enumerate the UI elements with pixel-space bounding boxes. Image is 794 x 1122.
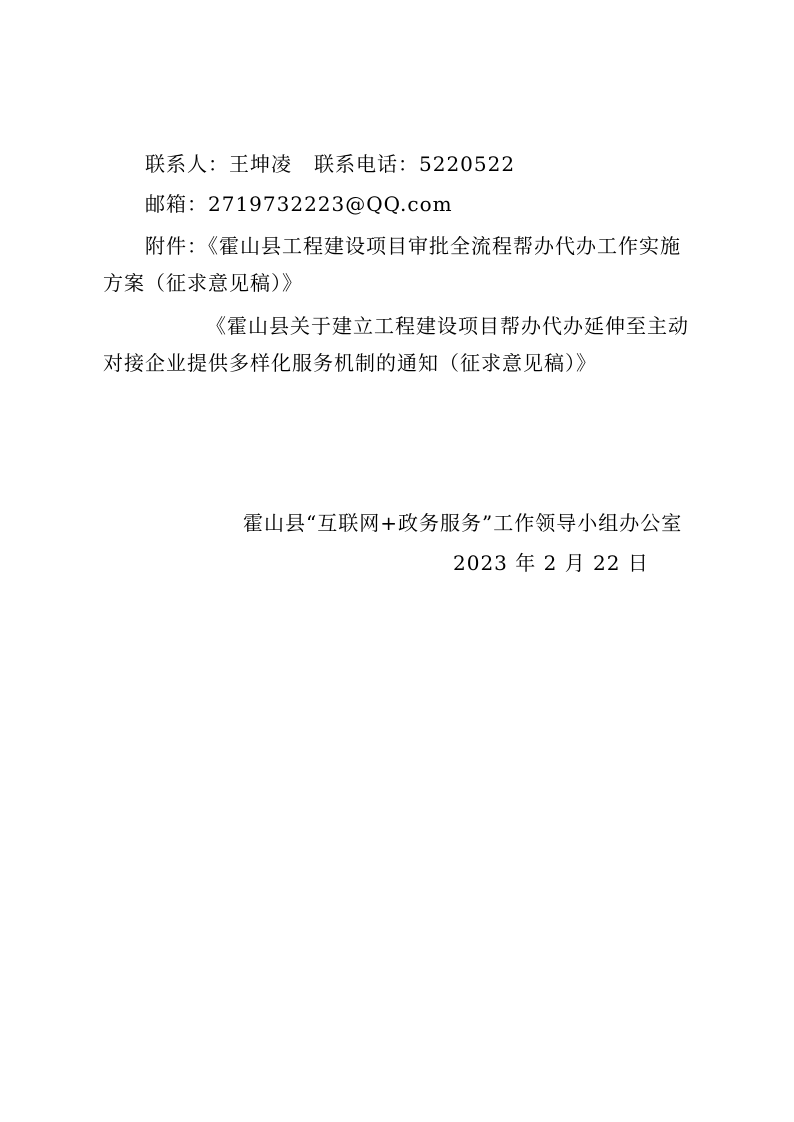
document-date [453, 549, 649, 577]
attachment-1-line-2 [103, 269, 303, 297]
attachment-1-line-1 [145, 232, 681, 260]
attachment-2-line-1 [206, 312, 689, 340]
issuer-name: 霍山县“互联网+政务服务”工作领导小组办公室 [243, 511, 683, 535]
contact-person-name: 王坤凌 [229, 152, 292, 176]
attachment-2-title-end: 对接企业提供多样化服务机制的通知（征求意见稿）》 [103, 351, 597, 375]
contact-phone-number: 5220522 [419, 152, 516, 176]
attachment-1-title-end: 方案（征求意见稿）》 [103, 271, 303, 295]
attachment-label: 附件： [145, 234, 208, 258]
email-address: 2719732223@QQ.com [208, 192, 453, 216]
attachment-2-line-2 [103, 349, 597, 377]
contact-person-label: 联系人： [145, 152, 229, 176]
date-text: 2023 年 2 月 22 日 [453, 551, 649, 575]
email-line [145, 190, 453, 218]
contact-phone-label: 联系电话： [314, 152, 419, 176]
email-label: 邮箱： [145, 192, 208, 216]
attachment-1-title-start: 《霍山县工程建设项目审批全流程帮办代办工作实施 [208, 234, 681, 258]
issuer-signature [243, 509, 682, 537]
contact-line [145, 150, 515, 178]
attachment-2-title-start: 《霍山县关于建立工程建设项目帮办代办延伸至主动 [206, 314, 689, 338]
